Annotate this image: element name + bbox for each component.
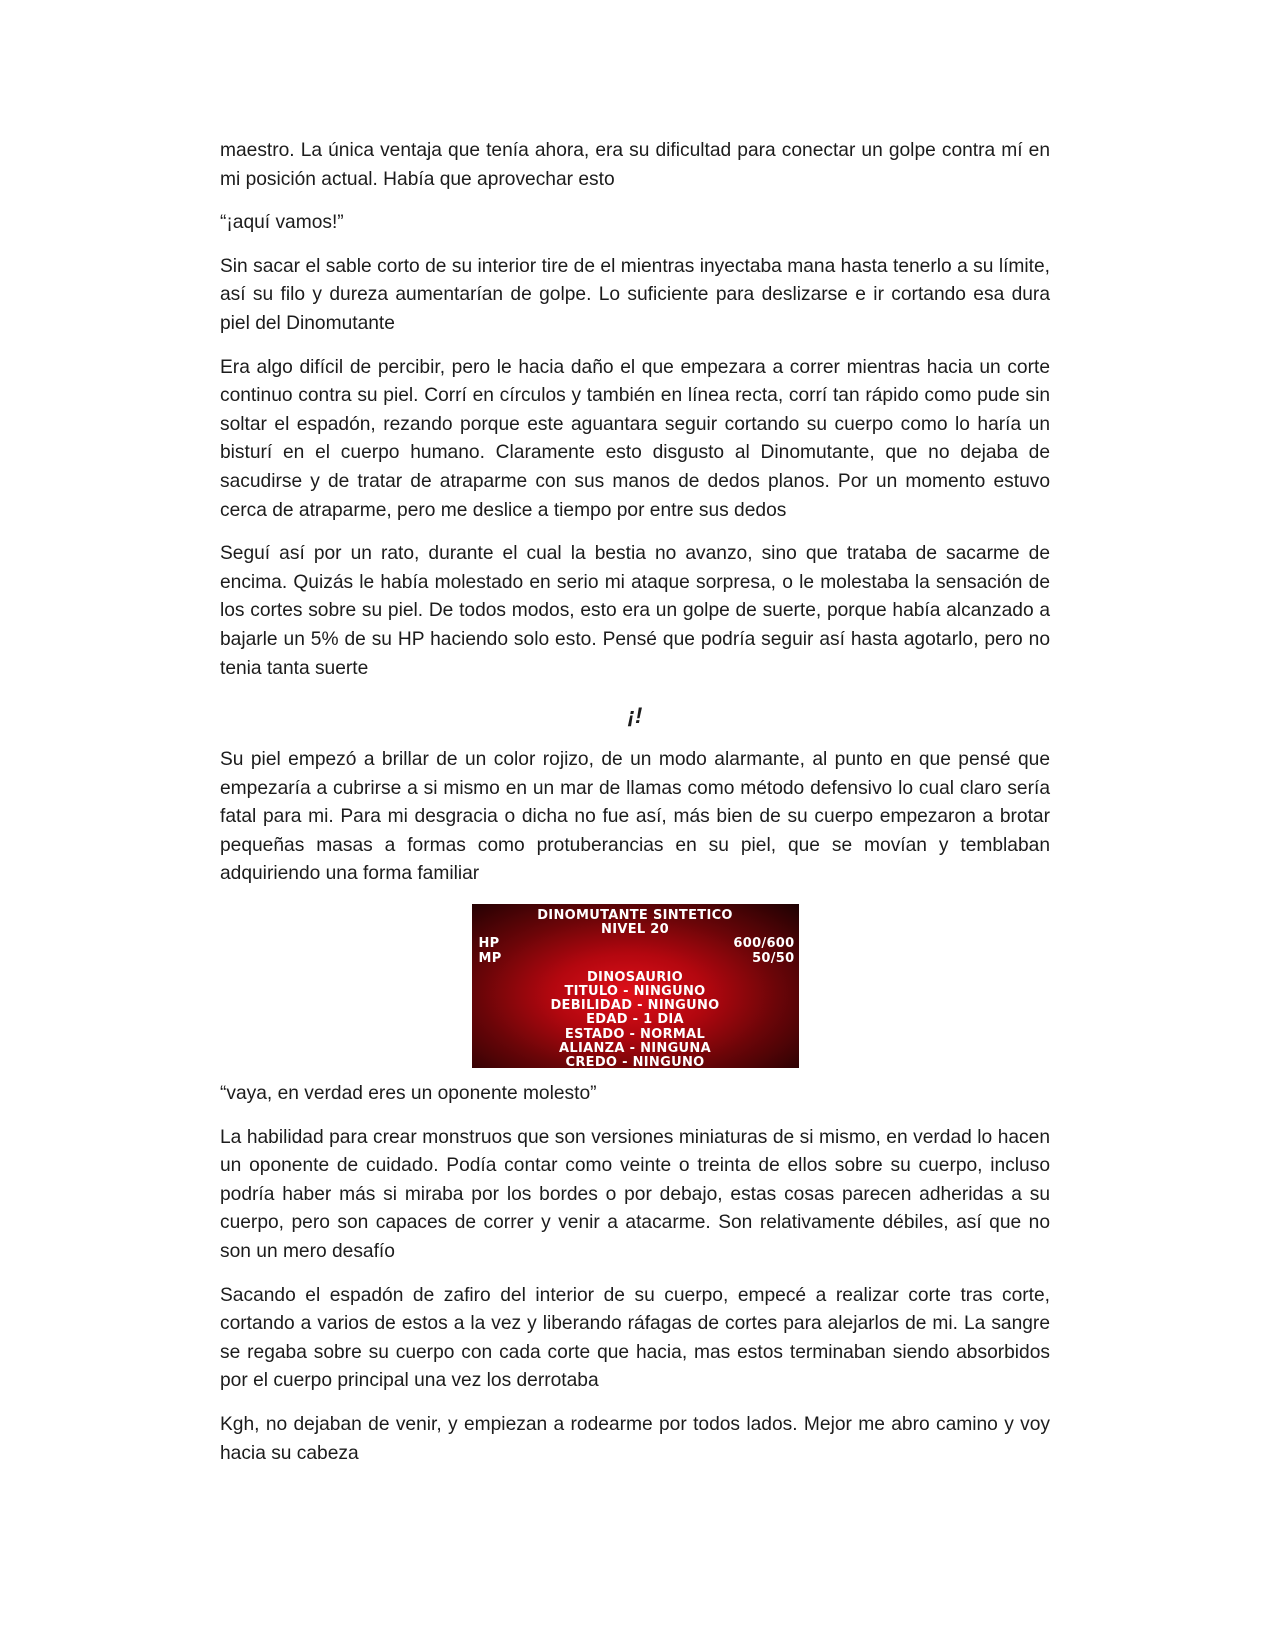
- paragraph: Su piel empezó a brillar de un color rojizo, de un modo alarmante, al punto en que pensé que empezaría a cubrirse a si mismo en un mar de llamas como método defensivo lo cual claro sería fatal para mi. Para mi desgracia o dicha no fue así, más bien de su cuerpo empezaron a brotar pequeñas masas a formas como protuberancias en su piel, que se movían y temblaban adquiriendo una forma familiar: [220, 749, 1050, 885]
- mp-row: [472, 952, 799, 966]
- monster-race: DINOSAURIO: [586, 969, 684, 985]
- paragraph: Seguí así por un rato, durante el cual la bestia no avanzo, sino que trataba de sacarme de encima. Quizás le había molestado en serio mi ataque sorpresa, o le molestaba la sensación de los cortes sobre su piel. De todos modos, esto era un golpe de suerte, porque había alcanzado a bajarle un 5% de su HP haciendo solo esto. Pensé que podría seguir así hasta agotarlo, pero no tenia tanta suerte: [220, 543, 1050, 679]
- monster-title: TITULO - NINGUNO: [564, 984, 706, 1000]
- monster-level: NIVEL 20: [601, 922, 669, 938]
- hp-label: HP: [478, 936, 500, 952]
- scene-separator: ¡!: [627, 703, 643, 729]
- monster-age: EDAD - 1 DIA: [586, 1012, 684, 1028]
- paragraph: Sacando el espadón de zafiro del interior de su cuerpo, empecé a realizar corte tras corte, cortando a varios de estos a la vez y liberando ráfagas de cortes para alejarlos de mi. La sangre se regaba sobre su cuerpo con cada corte que hacia, mas estos terminaban siendo absorbidos por el cuerpo principal una vez los derrotaba: [220, 1284, 1050, 1392]
- monster-weakness: DEBILIDAD - NINGUNO: [550, 998, 720, 1014]
- dialogue-line: “¡aquí vamos!”: [220, 212, 344, 234]
- mp-value: 50/50: [752, 950, 795, 966]
- dialogue-line: “vaya, en verdad eres un oponente molesto”: [220, 1083, 597, 1105]
- hp-row: [472, 937, 799, 951]
- paragraph: Era algo difícil de percibir, pero le hacia daño el que empezara a correr mientras hacia un corte continuo contra su piel. Corrí en círculos y también en línea recta, corrí tan rápido como pude sin soltar el espadón, rezando porque este aguantara seguir cortando su cuerpo como lo haría un bisturí en el cuerpo humano. Claramente esto disgusto al Dinomutante, que no dejaba de sacudirse y de tratar de atraparme con sus manos de dedos planos. Por un momento estuvo cerca de atraparme, pero me deslice a tiempo por entre sus dedos: [220, 356, 1050, 521]
- paragraph: La habilidad para crear monstruos que son versiones miniaturas de si mismo, en verdad lo hacen un oponente de cuidado. Podía contar como veinte o treinta de ellos sobre su cuerpo, incluso podría haber más si miraba por los bordes o por debajo, estas cosas parecen adheridas a su cuerpo, pero son capaces de correr y venir a atacarme. Son relativamente débiles, así que no son un mero desafío: [220, 1126, 1050, 1263]
- paragraph: Kgh, no dejaban de venir, y empiezan a rodearme por todos lados. Mejor me abro camino y voy hacia su cabeza: [220, 1414, 1050, 1464]
- hp-value: 600/600: [733, 936, 795, 952]
- monster-name: DINOMUTANTE SINTETICO: [537, 908, 733, 924]
- document-page: [220, 137, 1050, 1483]
- mp-label: MP: [478, 950, 502, 966]
- monster-creed: CREDO - NINGUNO: [565, 1055, 705, 1069]
- paragraph: Sin sacar el sable corto de su interior tire de el mientras inyectaba mana hasta tenerlo a su límite, así su filo y dureza aumentarían de golpe. Lo suficiente para deslizarse e ir cortando esa dura piel del Dinomutante: [220, 255, 1050, 334]
- paragraph: maestro. La única ventaja que tenía ahora, era su dificultad para conectar un golpe contra mí en mi posición actual. Había que aprovechar esto: [220, 140, 1050, 190]
- monster-alliance: ALIANZA - NINGUNA: [559, 1040, 711, 1056]
- monster-status-card: [472, 904, 799, 1068]
- monster-state: ESTADO - NORMAL: [564, 1026, 706, 1042]
